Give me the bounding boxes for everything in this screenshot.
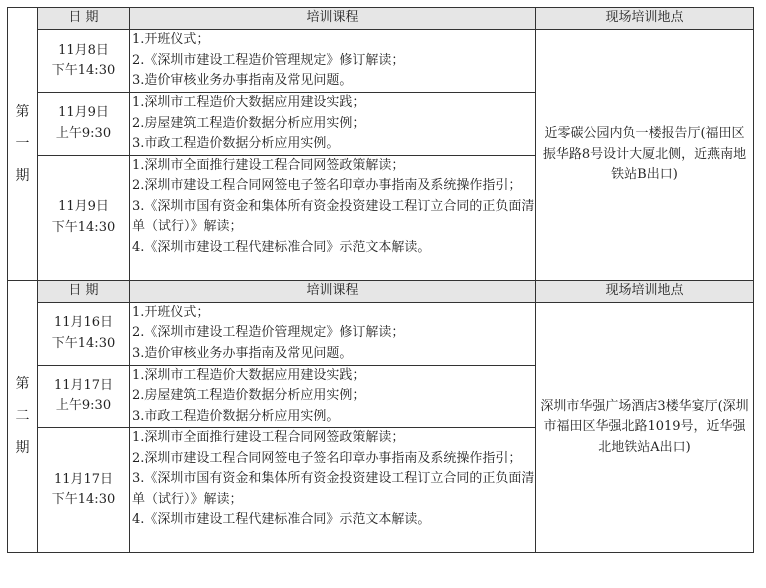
session-course-list	[130, 93, 536, 156]
course-item: 2.《深圳市建设工程造价管理规定》修订解读；	[132, 52, 405, 68]
session-date: 11月9日	[58, 105, 109, 121]
session-date-cell	[38, 93, 130, 156]
session-course-list	[130, 30, 536, 93]
session-row	[8, 302, 754, 365]
location-cell: 深圳市华强广场酒店3楼华宴厅(深圳市福田区华强北路1019号，近华强北地铁站A出口)	[536, 302, 754, 553]
course-item: 2.《深圳市建设工程造价管理规定》修订解读；	[132, 325, 405, 340]
period-char: 期	[15, 167, 30, 184]
header-date: 日 期	[38, 280, 130, 302]
session-time: 上午9:30	[55, 398, 112, 414]
session-time: 下午14:30	[51, 219, 116, 235]
course-item: 3.《深圳市国有资金和集体所有资金投资建设工程订立合同的正负面清单（试行）》解读；	[132, 198, 535, 234]
course-item: 1.开班仪式；	[132, 32, 210, 47]
course-item: 2.深圳市建设工程合同网签电子签名印章办事指南及系统操作指引；	[132, 450, 522, 466]
period-label	[8, 280, 38, 553]
course-item: 3.造价审核业务办事指南及常见问题。	[132, 345, 353, 361]
period-char: 一	[15, 135, 30, 152]
header-row	[8, 280, 754, 302]
session-date: 11月16日	[53, 315, 114, 330]
session-time: 下午14:30	[51, 63, 116, 78]
session-course-list	[130, 428, 536, 553]
training-schedule-table	[7, 7, 754, 553]
period-char: 第	[15, 376, 30, 393]
period-char: 二	[15, 408, 30, 425]
session-date-cell	[38, 155, 130, 280]
course-item: 3.《深圳市国有资金和集体所有资金投资建设工程订立合同的正负面清单（试行）》解读；	[132, 471, 535, 507]
session-date: 11月8日	[58, 42, 109, 58]
course-item: 1.深圳市全面推行建设工程合同网签政策解读；	[132, 430, 405, 445]
session-date: 11月17日	[53, 377, 114, 393]
session-time: 上午9:30	[55, 125, 112, 141]
header-location: 现场培训地点	[536, 280, 754, 302]
session-time: 下午14:30	[51, 335, 116, 351]
course-item: 3.市政工程造价数据分析应用实例。	[132, 408, 340, 424]
course-item: 3.市政工程造价数据分析应用实例。	[132, 136, 340, 151]
session-time: 下午14:30	[51, 492, 116, 507]
header-date: 日 期	[38, 8, 130, 30]
location-cell: 近零碳公园内负一楼报告厅(福田区振华路8号设计大厦北侧，近燕南地铁站B出口)	[536, 30, 754, 281]
session-row	[8, 30, 754, 93]
course-item: 2.深圳市建设工程合同网签电子签名印章办事指南及系统操作指引；	[132, 178, 522, 193]
course-item: 1.深圳市工程造价大数据应用建设实践；	[132, 367, 366, 383]
header-course: 培训课程	[130, 8, 536, 30]
course-item: 1.深圳市全面推行建设工程合同网签政策解读；	[132, 157, 405, 173]
session-course-list	[130, 155, 536, 280]
course-item: 2.房屋建筑工程造价数据分析应用实例；	[132, 115, 366, 131]
session-course-list	[130, 302, 536, 365]
session-date: 11月17日	[53, 471, 114, 487]
header-row	[8, 8, 754, 30]
session-course-list	[130, 365, 536, 428]
course-item: 2.房屋建筑工程造价数据分析应用实例；	[132, 388, 366, 403]
course-item: 1.深圳市工程造价大数据应用建设实践；	[132, 95, 366, 110]
course-item: 3.造价审核业务办事指南及常见问题。	[132, 73, 353, 88]
course-item: 1.开班仪式；	[132, 304, 210, 320]
period-label	[8, 8, 38, 281]
session-date: 11月9日	[58, 199, 109, 214]
session-date-cell	[38, 302, 130, 365]
course-item: 4.《深圳市建设工程代建标准合同》示范文本解读。	[132, 239, 431, 255]
session-date-cell	[38, 30, 130, 93]
header-course: 培训课程	[130, 280, 536, 302]
period-char: 期	[15, 440, 30, 457]
period-char: 第	[15, 103, 30, 120]
session-date-cell	[38, 365, 130, 428]
session-date-cell	[38, 428, 130, 553]
header-location: 现场培训地点	[536, 8, 754, 30]
course-item: 4.《深圳市建设工程代建标准合同》示范文本解读。	[132, 512, 431, 527]
